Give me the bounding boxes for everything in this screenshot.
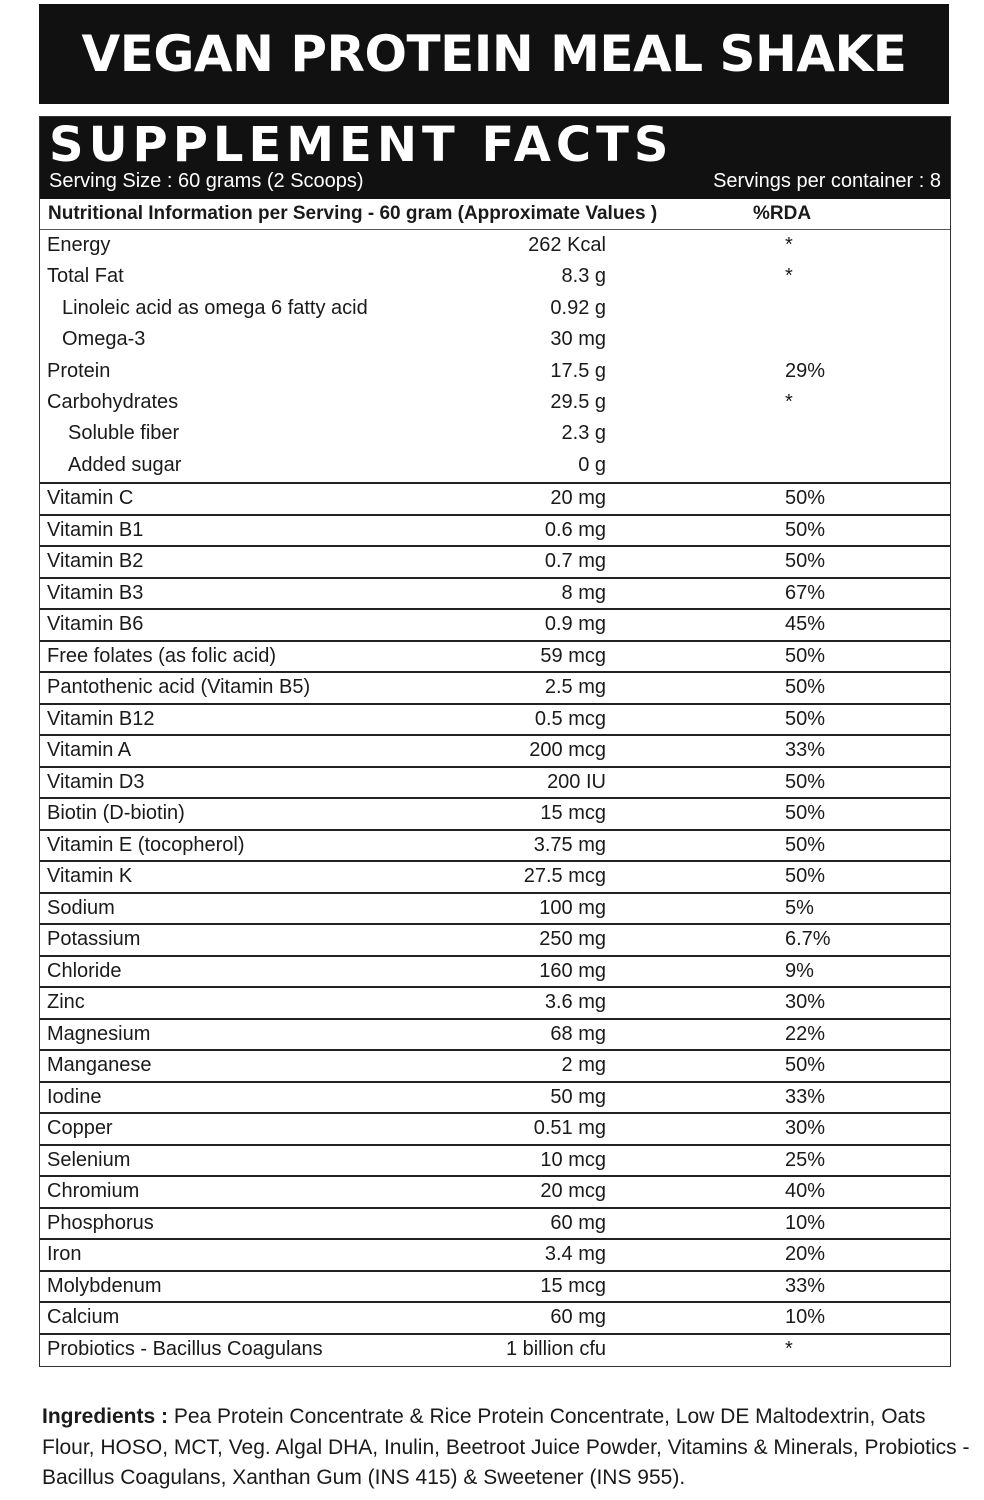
nutrient-row [40,1081,950,1113]
nutrient-rda: 45% [785,613,826,635]
nutrient-rda: 33% [785,739,826,761]
nutrient-name: Vitamin C [47,487,134,509]
nutrient-row [40,703,950,735]
nutrient-amount: 0.51 mg [533,1117,606,1139]
nutrient-row [40,923,950,955]
nutrient-rda: 22% [785,1022,826,1045]
nutrient-amount: 0.92 g [550,296,606,319]
nutrient-amount: 200 mcg [529,739,606,761]
nutrient-name: Energy [47,234,111,256]
nutrient-amount: 100 mg [539,896,606,919]
nutrient-rda: 10% [785,1306,826,1328]
nutrient-name: Free folates (as folic acid) [47,644,276,667]
nutrient-name: Vitamin K [47,865,133,887]
nutrient-name: Soluble fiber [68,422,180,445]
nutrient-rda: * [785,265,793,288]
nutrient-rda: 33% [785,1085,826,1108]
nutrient-name: Probiotics - Bacillus Coagulans [47,1337,323,1360]
nutrient-amount: 20 mcg [540,1180,606,1202]
ingredients-statement [42,1402,977,1494]
nutrient-rda: 50% [785,802,826,824]
nutrient-amount: 15 mcg [540,1274,606,1297]
nutrient-name: Biotin (D-biotin) [47,802,185,824]
nutrient-name: Vitamin B6 [47,613,144,635]
nutrient-rda: 67% [785,581,826,604]
facts-header [40,117,950,199]
nutrient-name: Sodium [47,896,115,919]
nutrient-rda: 30% [785,1117,826,1139]
nutrient-rda: 50% [785,518,826,541]
nutrient-row [40,262,950,294]
nutrient-row [40,388,950,420]
nutrient-rda: 50% [785,1054,826,1076]
nutrient-amount: 3.6 mg [544,991,606,1013]
nutrient-name: Total Fat [47,265,124,288]
nutrient-amount: 29.5 g [550,391,606,413]
nutrient-name: Vitamin A [47,739,132,761]
nutrient-row [40,482,950,514]
nutrient-rda: 50% [785,770,826,793]
nutrient-row [40,451,950,483]
nutrient-rda: 29% [785,359,826,382]
nutrient-amount: 30 mg [550,328,606,351]
nutrient-row [40,860,950,892]
nutrient-amount: 8 mg [561,581,606,604]
nutrient-name: Manganese [47,1054,152,1076]
nutrient-row [40,1238,950,1270]
facts-title: SUPPLEMENT FACTS [49,117,674,173]
nutrient-row [40,986,950,1018]
nutrient-name: Vitamin B1 [47,518,144,541]
column-header-label: Nutritional Information per Serving - 60 gram (Approximate Values ) [48,203,658,224]
nutrient-amount: 0.9 mg [544,613,606,635]
nutrient-name: Linoleic acid as omega 6 fatty acid [62,296,368,319]
nutrient-rda: 50% [785,833,826,856]
nutrient-row [40,1144,950,1176]
nutrient-name: Calcium [47,1306,120,1328]
nutrient-amount: 0.7 mg [544,550,606,572]
nutrient-amount: 10 mcg [540,1148,606,1171]
nutrient-row [40,1175,950,1207]
nutrient-name: Chloride [47,959,122,982]
nutrient-row [40,1270,950,1302]
nutrient-row [40,955,950,987]
nutrient-rda: 5% [785,896,814,919]
ingredients-label: Ingredients : [42,1405,169,1428]
nutrient-row [40,514,950,546]
nutrient-row [40,357,950,389]
serving-size: Serving Size : 60 grams (2 Scoops) [49,170,364,192]
nutrient-row [40,1333,950,1365]
nutrient-name: Selenium [47,1148,131,1171]
nutrient-row [40,608,950,640]
nutrient-row [40,797,950,829]
nutrient-amount: 59 mcg [540,644,606,667]
nutrient-row [40,671,950,703]
nutrient-name: Potassium [47,928,141,950]
nutrient-row [40,640,950,672]
nutrient-name: Omega-3 [62,328,146,351]
nutrient-amount: 0.6 mg [544,518,606,541]
nutrient-amount: 27.5 mcg [523,865,606,887]
nutrient-name: Protein [47,359,111,382]
nutrient-row [40,829,950,861]
nutrient-name: Copper [47,1117,113,1139]
nutrient-amount: 2.3 g [561,422,606,445]
nutrient-rda: 33% [785,1274,826,1297]
nutrient-amount: 2.5 mg [544,676,606,698]
nutrient-rda: 40% [785,1180,826,1202]
nutrient-rda: * [785,1337,793,1360]
nutrient-row [40,1207,950,1239]
column-header-rda: %RDA [753,203,812,224]
nutrient-name: Iron [47,1243,82,1265]
nutrient-name: Molybdenum [47,1274,162,1297]
nutrient-row [40,294,950,326]
column-header-row [40,199,950,230]
nutrient-amount: 2 mg [561,1054,606,1076]
nutrient-rda: 50% [785,865,826,887]
nutrient-amount: 8.3 g [561,265,606,288]
nutrient-rda: 20% [785,1243,826,1265]
nutrient-row [40,419,950,451]
nutrient-row [40,231,950,263]
nutrient-name: Pantothenic acid (Vitamin B5) [47,676,311,698]
nutrient-amount: 15 mcg [540,802,606,824]
nutrient-name: Zinc [47,991,85,1013]
nutrient-name: Carbohydrates [47,391,179,413]
nutrient-name: Vitamin B2 [47,550,144,572]
ingredients-text: Pea Protein Concentrate & Rice Protein Concentrate, Low DE Maltodextrin, Oats Flour, HOSO, MCT, Veg. Algal DHA, Inulin, Beetroot Juice Powder, Vitamins & Minerals, Probiotics - Bacillus Coagulans, Xanthan Gum (INS 415) & Sweetener (INS 955). [42,1405,970,1489]
nutrient-rda: 9% [785,959,814,982]
nutrient-amount: 0.5 mcg [534,707,606,730]
nutrient-rda: * [785,234,793,256]
nutrient-amount: 262 Kcal [528,234,606,256]
nutrient-row [40,545,950,577]
nutrient-amount: 68 mg [550,1022,606,1045]
nutrient-row [40,766,950,798]
nutrient-amount: 250 mg [539,928,606,950]
nutrient-amount: 160 mg [539,959,606,982]
nutrient-rda: 50% [785,487,826,509]
nutrient-row [40,1049,950,1081]
nutrient-name: Iodine [47,1085,102,1108]
nutrient-amount: 3.75 mg [533,833,606,856]
nutrient-rda: 6.7% [785,928,831,950]
nutrient-name: Phosphorus [47,1211,154,1234]
nutrient-amount: 17.5 g [550,359,606,382]
nutrient-rda: 50% [785,676,826,698]
nutrient-rda: * [785,391,793,413]
nutrient-name: Vitamin E (tocopherol) [47,833,245,856]
nutrient-amount: 200 IU [547,770,606,793]
nutrient-name: Chromium [47,1180,140,1202]
nutrient-row [40,1112,950,1144]
nutrient-rda: 50% [785,550,826,572]
nutrient-name: Vitamin B3 [47,581,144,604]
nutrient-amount: 1 billion cfu [505,1337,606,1360]
nutrient-row [40,1301,950,1333]
supplement-facts-panel [39,116,951,1367]
nutrient-amount: 3.4 mg [544,1243,606,1265]
nutrient-row [40,325,950,357]
nutrient-amount: 50 mg [550,1085,606,1108]
nutrient-row [40,892,950,924]
nutrient-amount: 20 mg [550,487,606,509]
nutrient-rda: 25% [785,1148,826,1171]
nutrient-amount: 60 mg [550,1211,606,1234]
nutrient-amount: 60 mg [550,1306,606,1328]
nutrient-row [40,577,950,609]
nutrient-row [40,734,950,766]
servings-per-container: Servings per container : 8 [713,170,941,192]
nutrient-row [40,1018,950,1050]
nutrient-name: Magnesium [47,1022,151,1045]
nutrient-name: Added sugar [68,453,182,476]
nutrient-rda: 50% [785,644,826,667]
nutrient-name: Vitamin D3 [47,770,145,793]
nutrient-rda: 30% [785,991,826,1013]
product-title: VEGAN PROTEIN MEAL SHAKE [39,4,949,104]
nutrient-rda: 10% [785,1211,826,1234]
nutrient-rda: 50% [785,707,826,730]
nutrient-amount: 0 g [578,453,606,476]
nutrient-name: Vitamin B12 [47,707,155,730]
